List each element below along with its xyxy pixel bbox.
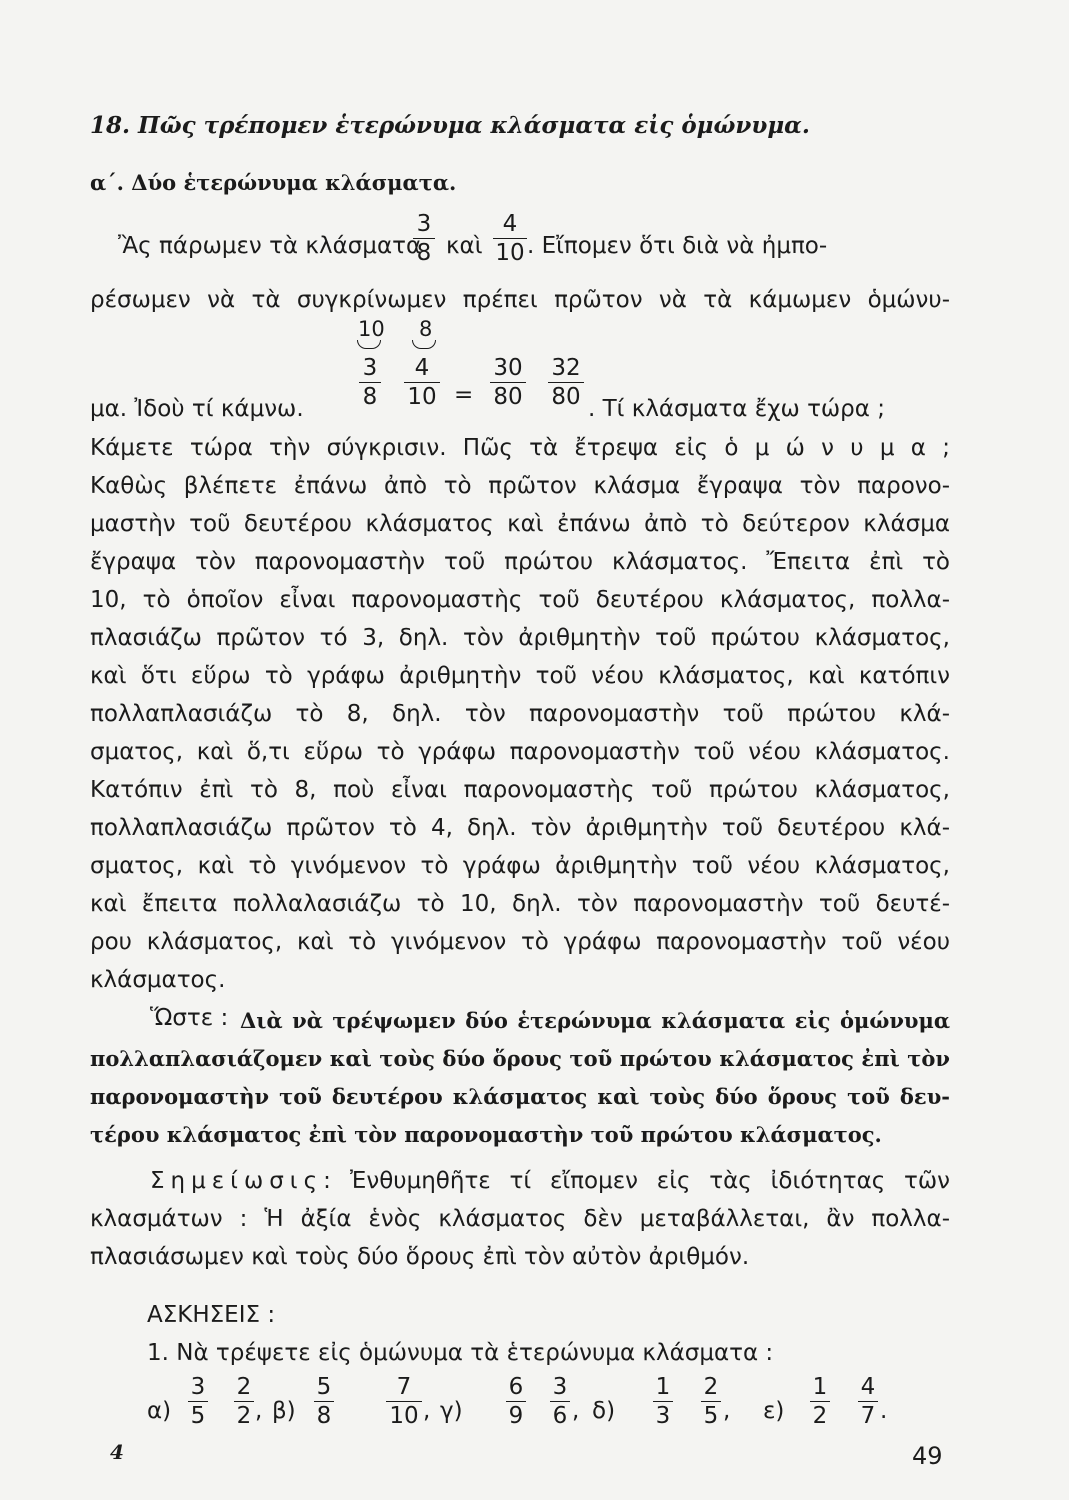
body-line: 10, τὸ ὁποῖον εἶναι παρονομαστὴς τοῦ δευτέρου κλάσματος, πολλα- [90,587,950,613]
arc-mark [357,340,381,349]
rule-lead: Ὥστε : [150,1005,229,1031]
exercise-label-e: ε) [763,1398,785,1424]
body-line: μαστὴν τοῦ δευτέρου κλάσματος καὶ ἐπάνω ἀπὸ τὸ δεύτερον κλάσμα [90,511,950,537]
exercise-label-b: β) [272,1398,296,1424]
note-line: Ἐνθυμηθῆτε τί εἴπομεν εἰς τὰς ἰδιότητας τῶν [350,1168,950,1194]
body-line: πλασιάζω πρῶτον τό 3, δηλ. τὸν ἀριθμητὴν τοῦ πρώτου κλάσματος, [90,625,950,651]
note-lead: Σημείωσις: [150,1168,337,1194]
period: . [880,1398,888,1424]
separator: , [423,1398,431,1424]
body-line: ρου κλάσματος, καὶ τὸ γινόμενον τὸ γράφω παρονομαστὴν τοῦ νέου [90,929,950,955]
body-line: πολλαπλασιάζω πρῶτον τὸ 4, δηλ. τὸν ἀριθμητὴν τοῦ δευτέρου κλά- [90,815,950,841]
multiplier-8: 8 [419,317,433,341]
fraction-4-10: 4 10 [493,212,527,265]
note-line: πλασιάσωμεν καὶ τοὺς δύο ὅρους ἐπὶ τὸν αὐτὸν ἀριθμόν. [90,1244,750,1270]
exercise-label-c: γ) [440,1398,463,1424]
separator: , [572,1398,580,1424]
body-line: σματος, καὶ τὸ γινόμενον τὸ γράφω ἀριθμητὴν τοῦ νέου κλάσματος, [90,853,950,879]
signature-mark: 4 [110,1440,124,1464]
body-line: κλάσματος. [90,967,226,993]
separator: , [255,1398,263,1424]
body-line: Καθὼς βλέπετε ἐπάνω ἀπὸ τὸ πρῶτον κλάσμα ἔγραψα τὸν παρονο- [90,473,950,499]
exercise-fraction: 3 6 [550,1375,570,1428]
fraction-4-10: 4 10 [404,356,440,409]
exercise-item-1: 1. Νὰ τρέψετε εἰς ὁμώνυμα τὰ ἑτερώνυμα κλάσματα : [147,1340,774,1366]
body-line: Κάμετε τώρα τὴν σύγκρισιν. Πῶς τὰ ἔτρεψα εἰς ὁ μ ώ ν υ μ α ; [90,435,950,461]
exercise-fraction: 1 2 [810,1375,830,1428]
exercise-fraction: 6 9 [506,1375,526,1428]
section-title: 18. Πῶς τρέπομεν ἑτερώνυμα κλάσματα εἰς ὁμώνυμα. [90,112,810,139]
note-line: κλασμάτων : Ἡ ἀξία ἑνὸς κλάσματος δὲν μεταβάλλεται, ἂν πολλα- [90,1206,950,1232]
intro-line1-a: Ἂς πάρωμεν τὰ κλάσματα [118,233,422,259]
fraction-3-8: 3 8 [413,212,435,265]
exercise-fraction: 4 7 [858,1375,878,1428]
exercise-fraction: 2 5 [701,1375,721,1428]
rule-line: πολλαπλασιάζομεν καὶ τοὺς δύο ὅρους τοῦ πρώτου κλάσματος ἐπὶ τὸν [90,1046,950,1071]
exercises-heading: ΑΣΚΗΣΕΙΣ : [147,1302,276,1328]
intro-line3-a: μα. Ἰδοὺ τί κάμνω. [90,396,304,422]
intro-line2: ρέσωμεν νὰ τὰ συγκρίνωμεν πρέπει πρῶτον νὰ τὰ κάμωμεν ὁμώνυ- [90,287,950,313]
fraction-3-8: 3 8 [359,356,381,409]
rule-line: παρονομαστὴν τοῦ δευτέρου κλάσματος καὶ τοὺς δύο ὅρους τοῦ δευ- [90,1084,950,1109]
rule-line: Διὰ νὰ τρέψωμεν δύο ἑτερώνυμα κλάσματα εἰς ὁμώνυμα [240,1008,950,1033]
page-number: 49 [912,1442,943,1470]
fraction-32-80: 32 80 [548,356,584,409]
body-line: καὶ ἔπειτα πολλαλασιάζω τὸ 10, δηλ. τὸν παρονομαστὴν τοῦ δευτέ- [90,891,950,917]
multiplier-10: 10 [358,317,385,341]
body-line: ἔγραψα τὸν παρονομαστὴν τοῦ πρώτου κλάσματος. Ἔπειτα ἐπὶ τὸ [90,549,950,575]
exercise-fraction: 7 10 [386,1375,422,1428]
body-line: πολλαπλασιάζω τὸ 8, δηλ. τὸν παρονομαστὴν τοῦ πρώτου κλά- [90,701,950,727]
exercise-fraction: 2 2 [234,1375,254,1428]
fraction-30-80: 30 80 [490,356,526,409]
exercise-fraction: 3 5 [188,1375,208,1428]
separator: , [723,1398,731,1424]
exercise-label-a: α) [147,1398,172,1424]
intro-and: καὶ [446,233,483,259]
exercise-label-d: δ) [592,1398,616,1424]
rule-line: τέρου κλάσματος ἐπὶ τὸν παρονομαστὴν τοῦ πρώτου κλάσματος. [90,1122,882,1147]
body-line: καὶ ὅτι εὕρω τὸ γράφω ἀριθμητὴν τοῦ νέου κλάσματος, καὶ κατόπιν [90,663,950,689]
intro-line3-b: . Τί κλάσματα ἔχω τώρα ; [588,396,886,422]
section-subtitle: α΄. Δύο ἑτερώνυμα κλάσματα. [90,170,457,195]
arc-mark [412,340,436,349]
body-line: Κατόπιν ἐπὶ τὸ 8, ποὺ εἶναι παρονομαστὴς τοῦ πρώτου κλάσματος, [90,777,950,803]
intro-line1-b: . Εἴπομεν ὅτι διὰ νὰ ἠμπο- [527,233,828,259]
exercise-fraction: 1 3 [653,1375,673,1428]
exercise-fraction: 5 8 [314,1375,334,1428]
body-line: σματος, καὶ ὅ,τι εὕρω τὸ γράφω παρονομαστὴν τοῦ νέου κλάσματος. [90,739,950,765]
equals-sign: = [454,382,474,408]
